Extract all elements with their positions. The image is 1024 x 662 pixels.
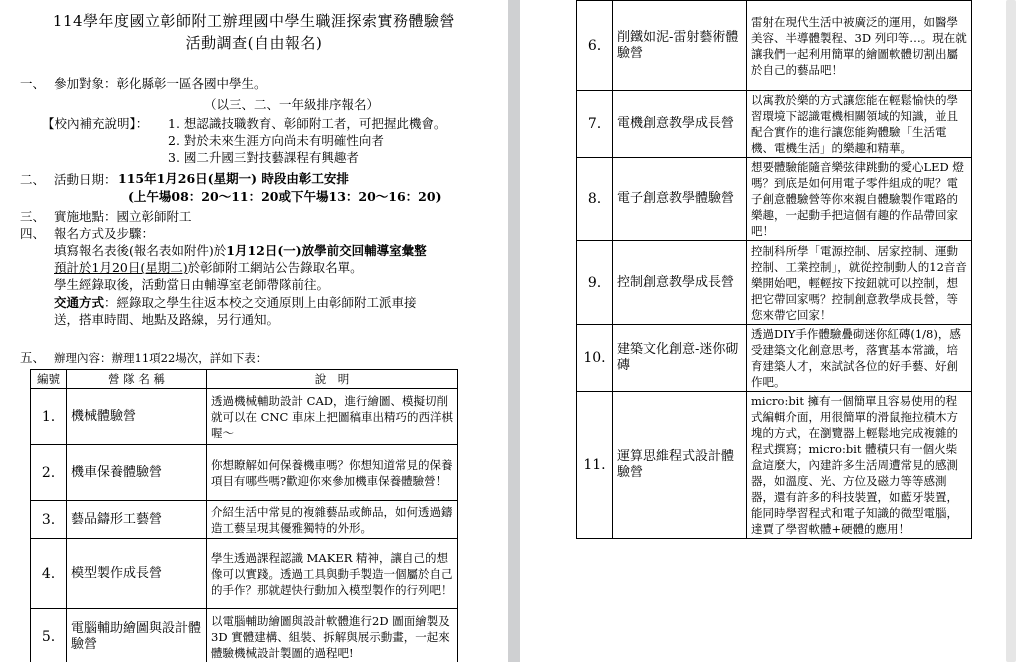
row-name: 藝品鑄形工藝營 bbox=[67, 501, 207, 539]
row-desc: 透過機械輔助設計 CAD，進行繪圖、模擬切削就可以在 CNC 車床上把圖稿車出精巧的西洋棋喔～ bbox=[207, 389, 458, 445]
activity-table-part2 bbox=[576, 0, 972, 539]
note-item: 1. 想認識技職教育、彰師附工者，可把握此機會。 bbox=[168, 116, 447, 131]
announce-date: 預計於1月20日(星期二) bbox=[54, 260, 188, 275]
row-desc: 你想瞭解如何保養機車嗎？你想知道常見的保養項目有哪些嗎?歡迎你來參加機車保養體驗營！ bbox=[207, 445, 458, 501]
date-label: 活動日期： bbox=[54, 172, 117, 187]
table-row bbox=[31, 501, 458, 539]
step-b-text: 於彰師附工網站公告錄取名單。 bbox=[187, 260, 363, 275]
row-desc: 以寓教於樂的方式讓您能在輕鬆愉快的學習環境下認識電機相關領域的知識，並且配合實作的進行讓您能夠體驗「生活電機、電機生活」的樂趣和精華。 bbox=[747, 91, 972, 158]
row-desc: 想要體驗能隨音樂弦律跳動的愛心LED 燈嗎？到底是如何用電子零件組成的呢？電子創意體驗營等你來親自體驗製作電路的樂趣，一起動手把這個有趣的作品帶回家吧！ bbox=[747, 158, 972, 241]
row-number: 4. bbox=[31, 539, 67, 609]
row-number: 1. bbox=[31, 389, 67, 445]
row-number: 11. bbox=[577, 392, 613, 539]
table-row bbox=[577, 392, 972, 539]
note-item: 2. 對於未來生涯方向尚未有明確性向者 bbox=[168, 133, 384, 148]
row-desc: 雷射在現代生活中被廣泛的運用，如醫學美容、半導體製程、3D 列印等…。現在就讓我們一起利用簡單的繪圖軟體切割出屬於自己的藝品吧！ bbox=[747, 1, 972, 91]
row-name: 建築文化創意-迷你砌磚 bbox=[613, 325, 747, 392]
table-row bbox=[31, 445, 458, 501]
doc-subtitle: 活動調查(自由報名) bbox=[185, 34, 323, 52]
row-name: 電腦輔助繪圖與設計體驗營 bbox=[67, 609, 207, 662]
row-name: 電機創意教學成長營 bbox=[613, 91, 747, 158]
row-number: 9. bbox=[577, 241, 613, 325]
row-desc: micro:bit 擁有一個簡單且容易使用的程式編輯介面，用很簡單的滑鼠拖拉積木方塊的方式，在瀏覽器上輕鬆地完成複雜的程式撰寫；micro:bit 體積只有一個火柴盒這麼大，內建許多生活周遭常見的感測器，如溫度、光、方位及磁力等等感測器，還有許多的科技裝置，如藍牙裝置，能同時學習程式和電子知識的微型電腦，達賈了學習軟體+硬體的應用！ bbox=[747, 392, 972, 539]
row-name: 控制創意教學成長營 bbox=[613, 241, 747, 325]
table-row bbox=[31, 539, 458, 609]
row-name: 電子創意教學體驗營 bbox=[613, 158, 747, 241]
vertical-scrollbar[interactable] bbox=[1006, 0, 1016, 662]
row-number: 5. bbox=[31, 609, 67, 662]
step-a bbox=[54, 243, 427, 259]
table-row bbox=[577, 241, 972, 325]
row-number: 10. bbox=[577, 325, 613, 392]
row-number: 2. bbox=[31, 445, 67, 501]
row-name: 機械體驗營 bbox=[67, 389, 207, 445]
note-label: 【校內補充說明】： bbox=[42, 116, 149, 131]
row-name: 模型製作成長營 bbox=[67, 539, 207, 609]
doc-title: 114學年度國立彰師附工辦理國中學生職涯探索實務體驗營 bbox=[52, 12, 456, 30]
table-row bbox=[31, 609, 458, 662]
row-number: 7. bbox=[577, 91, 613, 158]
section-number: 三、 bbox=[20, 209, 46, 224]
row-desc: 學生透過課程認識 MAKER 精神，讓自己的想像可以實踐。透過工具與動手製造一個屬於自己的手作？那就趕快行動加入模型製作的行列吧！ bbox=[207, 539, 458, 609]
deadline-text: 1月12日(一)放學前交回輔導室彙整 bbox=[226, 243, 427, 258]
section-number: 一、 bbox=[20, 76, 46, 91]
header-desc: 說 明 bbox=[207, 370, 458, 389]
transport-text: ：經錄取之學生往返本校之交通原則上由彰師附工派車接 bbox=[104, 295, 417, 310]
header-number: 編號 bbox=[31, 370, 67, 389]
row-name: 運算思維程式設計體驗營 bbox=[613, 392, 747, 539]
location-text: 實施地點：國立彰師附工 bbox=[54, 209, 192, 224]
table-row bbox=[31, 389, 458, 445]
row-desc: 控制科所學「電源控制、居家控制、運動控制、工業控制」，就從控制動人的12音音樂開始吧，輕輕按下按鈕就可以控制，想把它帶回家嗎？控制創意教學成長營，等您來帶它回家！ bbox=[747, 241, 972, 325]
document-page-1 bbox=[0, 0, 508, 662]
table-row bbox=[577, 158, 972, 241]
activity-table-part1 bbox=[30, 369, 458, 662]
participants-text: 參加對象：彰化縣彰一區各國中學生。 bbox=[54, 76, 267, 91]
header-name: 營 隊 名 稱 bbox=[67, 370, 207, 389]
row-number: 3. bbox=[31, 501, 67, 539]
step-b bbox=[54, 260, 363, 276]
method-text: 報名方式及步驟： bbox=[54, 226, 155, 241]
step-a-text: 填寫報名表後(報名表如附件)於 bbox=[54, 243, 227, 258]
section-number: 四、 bbox=[20, 226, 46, 241]
time-value: (上午場08：20～11：20或下午場13：20～16：20) bbox=[128, 189, 442, 204]
transport-text-2: 送，搭車時間、地點及路線，另行通知。 bbox=[54, 312, 280, 327]
row-name: 機車保養體驗營 bbox=[67, 445, 207, 501]
document-page-2 bbox=[520, 0, 1024, 662]
table-row bbox=[577, 1, 972, 91]
section-number: 五、 bbox=[20, 350, 46, 365]
table-row bbox=[577, 325, 972, 392]
note-item: 3. 國二升國三對技藝課程有興趣者 bbox=[168, 150, 359, 165]
content-text: 辦理內容：辦理11項22場次，詳如下表： bbox=[54, 351, 268, 365]
row-desc: 介紹生活中常見的複雜藝品或飾品，如何透過鑄造工藝呈現其優雅獨特的外形。 bbox=[207, 501, 458, 539]
table-row bbox=[577, 91, 972, 158]
priority-text: （以三、二、一年級排序報名） bbox=[204, 97, 380, 112]
transport bbox=[54, 295, 417, 311]
row-number: 8. bbox=[577, 158, 613, 241]
step-c: 學生經錄取後，活動當日由輔導室老師帶隊前往。 bbox=[54, 277, 330, 292]
section-number: 二、 bbox=[20, 172, 46, 187]
row-desc: 透過DIY手作體驗疊砌迷你紅磚(1/8)，感受建築文化創意思考，落實基本常識，培育建築人才，來試試各位的好手藝、好創作吧。 bbox=[747, 325, 972, 392]
transport-label: 交通方式 bbox=[54, 295, 105, 310]
row-number: 6. bbox=[577, 1, 613, 91]
row-name: 削鐵如泥-雷射藝術體驗營 bbox=[613, 1, 747, 91]
row-desc: 以電腦輔助繪圖與設計軟體進行2D 圖面繪製及3D 實體建構、組裝、拆解與展示動畫，一起來體驗機械設計製圖的過程吧! bbox=[207, 609, 458, 662]
date-value: 115年1月26日(星期一) 時段由彰工安排 bbox=[118, 171, 349, 186]
table-header-row bbox=[31, 370, 458, 389]
